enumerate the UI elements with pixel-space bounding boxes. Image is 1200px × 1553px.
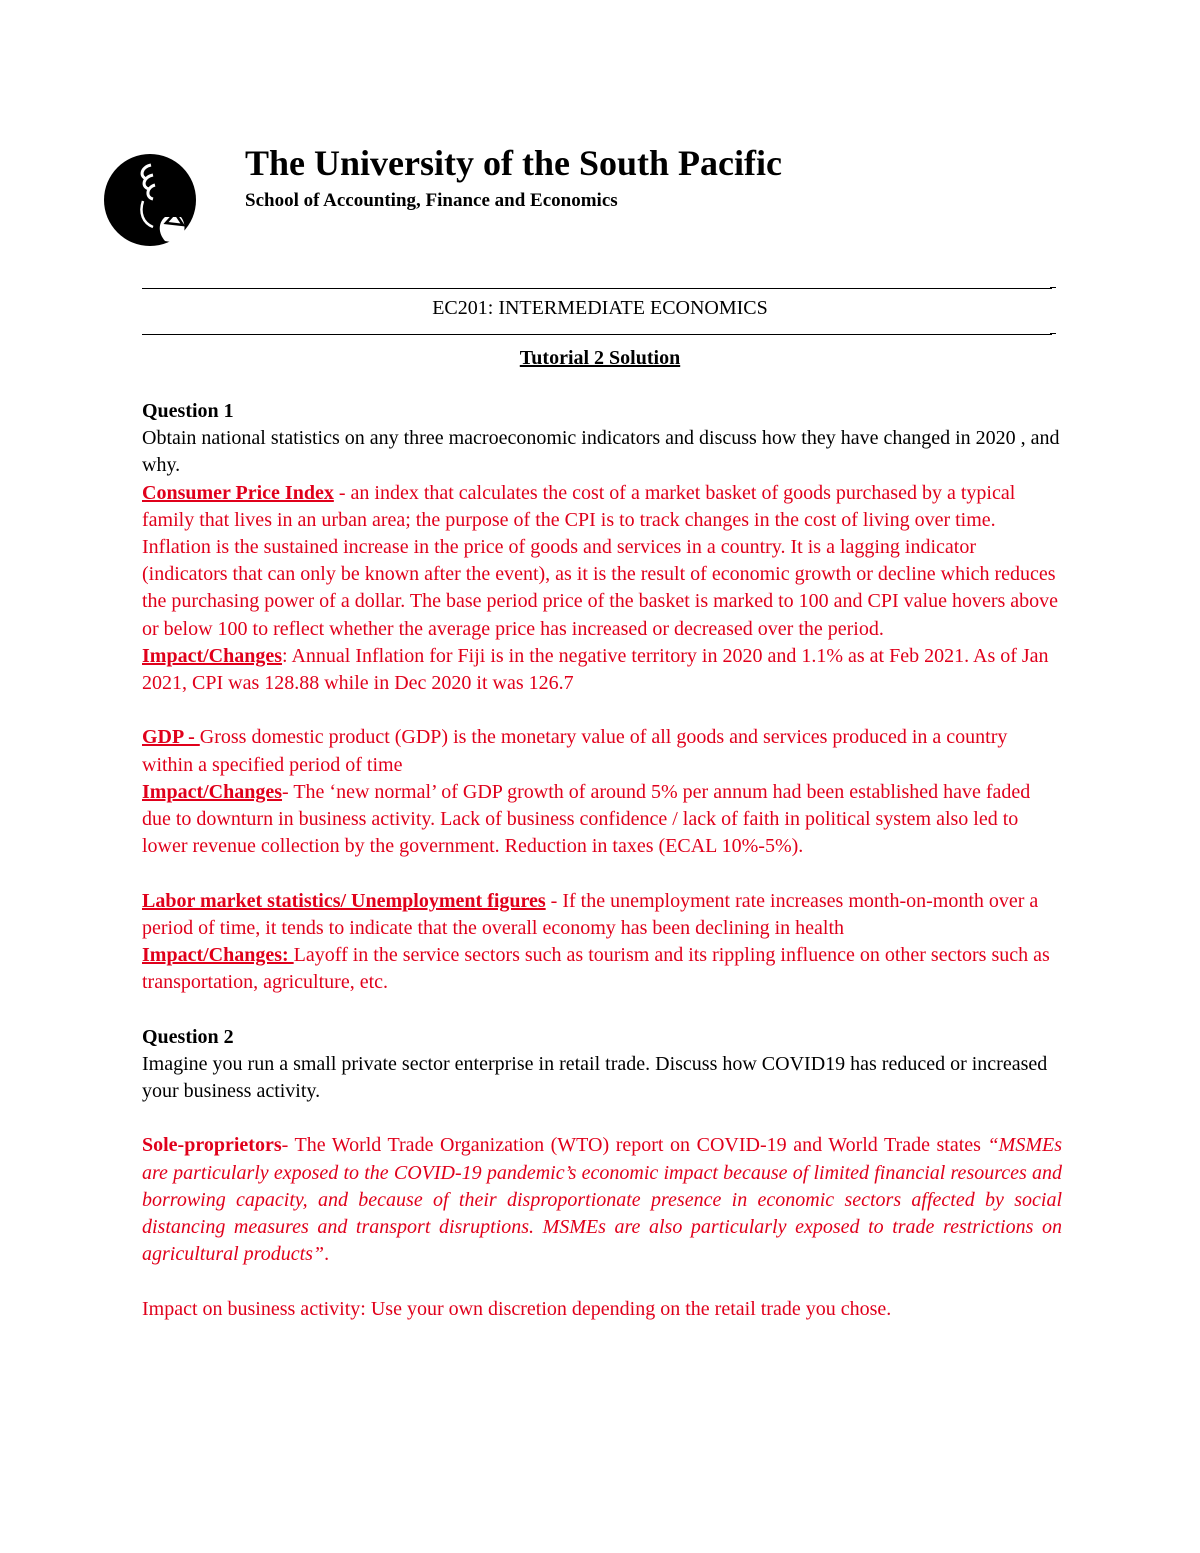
- question-1-heading: Question 1: [142, 400, 234, 422]
- cpi-term: Consumer Price Index: [142, 481, 334, 504]
- impact-on-business-line: Impact on business activity: Use your own discretion depending on the retail trade you chose.: [142, 1297, 892, 1320]
- wto-quote: “MSMEs are particularly exposed to the COVID-19 pandemic’s economic impact because of limited financial resources and borrowing capacity, and because of their disproportionate presence in economic sectors affected by social distancing measures and transport disruptions. MSMEs are also particularly exposed to trade restrictions on agricultural products”: [142, 1134, 1062, 1266]
- question-1-prompt: Obtain national statistics on any three macroeconomic indicators and discuss how they have changed in 2020 , and why.: [142, 427, 1060, 477]
- gdp-impact-text: - The ‘new normal’ of GDP growth of around 5% per annum had been established have faded due to downturn in business activity. Lack of business confidence / lack of faith in political system also led to lower revenue collection by the government. Reduction in taxes (ECAL 10%-5%).: [142, 780, 1031, 858]
- cpi-paragraph: [142, 480, 1062, 643]
- labor-text: - If the unemployment rate increases month-on-month over a period of time, it tends to indicate that the overall economy has been declining in health: [142, 889, 1039, 939]
- sole-proprietors-paragraph: [142, 1132, 1062, 1268]
- top-divider: [142, 288, 1052, 289]
- school-name: School of Accounting, Finance and Economics: [245, 190, 618, 211]
- labor-impact-text: Layoff in the service sectors such as tourism and its rippling influence on other sectors such as transportation, agriculture, etc.: [142, 944, 1050, 994]
- gdp-term: GDP -: [142, 726, 200, 749]
- gdp-impact-term: Impact/Changes: [142, 780, 283, 803]
- cpi-impact-paragraph: [142, 643, 1062, 697]
- gdp-impact-paragraph: [142, 779, 1062, 861]
- bottom-divider: [142, 334, 1052, 335]
- labor-impact-paragraph: [142, 942, 1062, 996]
- labor-term: Labor market statistics/ Unemployment figures: [142, 889, 546, 912]
- university-name: The University of the South Pacific: [245, 143, 782, 183]
- course-title: EC201: INTERMEDIATE ECONOMICS: [432, 297, 768, 319]
- document-body: [142, 398, 1062, 1323]
- labor-paragraph: [142, 888, 1062, 942]
- gdp-text: Gross domestic product (GDP) is the monetary value of all goods and services produced in a country within a specified period of time: [142, 726, 1008, 776]
- sole-proprietors-text: - The World Trade Organization (WTO) report on COVID-19 and World Trade states: [281, 1134, 988, 1157]
- question-2-prompt: Imagine you run a small private sector enterprise in retail trade. Discuss how COVID19 has reduced or increased your business activity.: [142, 1052, 1048, 1103]
- gdp-paragraph: [142, 724, 1062, 778]
- university-logo-icon: [103, 153, 197, 247]
- quote-end: .: [324, 1243, 330, 1266]
- tutorial-title-text: Tutorial 2 Solution: [519, 347, 681, 369]
- cpi-impact-term: Impact/Changes: [142, 644, 283, 667]
- question-2-heading: Question 2: [142, 1025, 234, 1048]
- tutorial-title: [0, 347, 1200, 370]
- sole-proprietors-term: Sole-proprietors: [142, 1134, 282, 1157]
- labor-impact-term: Impact/Changes:: [142, 944, 294, 967]
- cpi-impact-text: : Annual Inflation for Fiji is in the negative territory in 2020 and 1.1% as at Feb 2021. As of Jan 2021, CPI was 128.88 while in Dec 2020 it was 126.7: [142, 644, 1049, 695]
- cpi-text: - an index that calculates the cost of a market basket of goods purchased by a typical family that lives in an urban area; the purpose of the CPI is to track changes in the cost of living over time. Inflation is the sustained increase in the price of goods and services in a country. It is a lagging indicator (indicators that can only be known after the event), as it is the result of economic growth or decline which reduces the purchasing power of a dollar. The base period price of the basket is marked to 100 and CPI value hovers above or below 100 to reflect whether the average price has increased or decreased over the period.: [142, 481, 1059, 640]
